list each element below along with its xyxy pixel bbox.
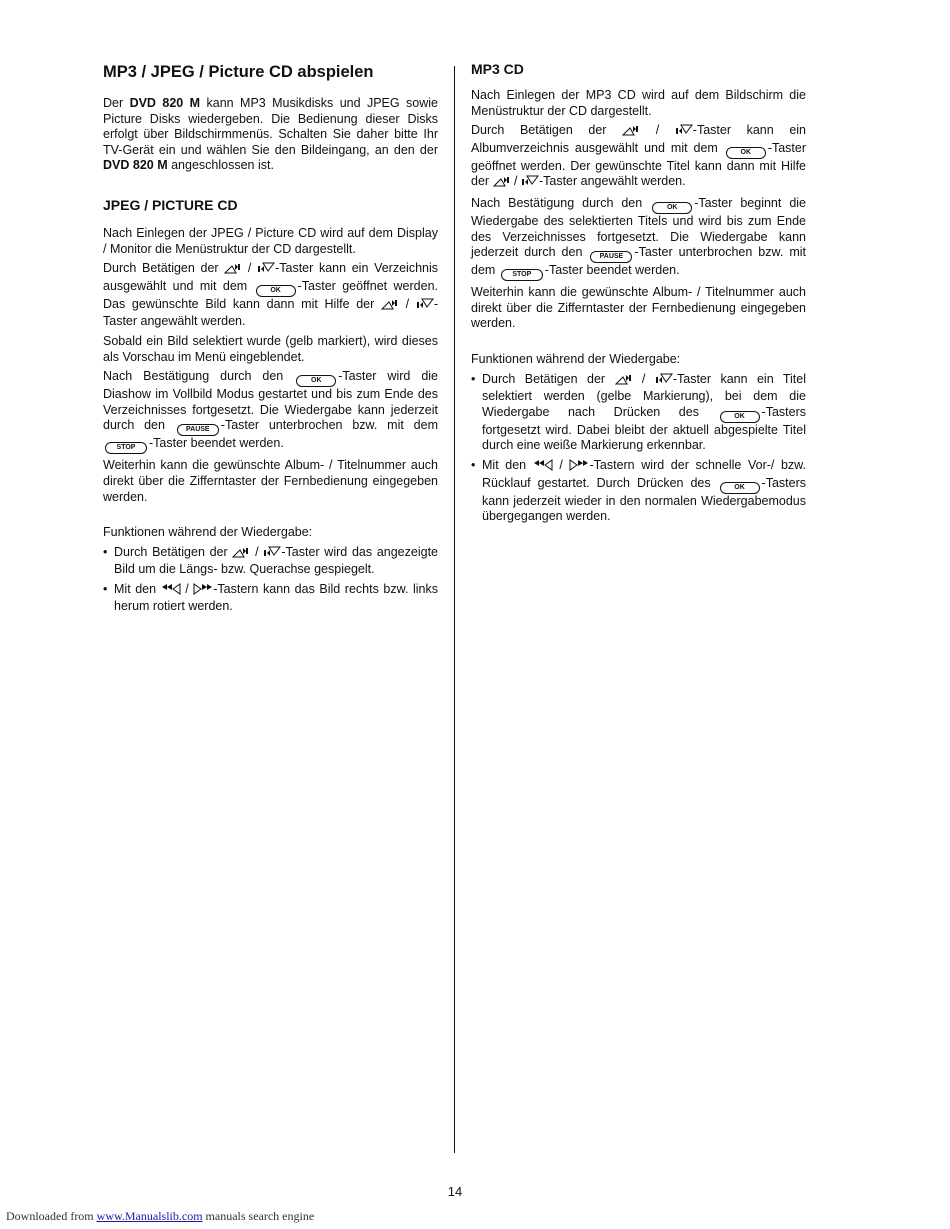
functions-label: Funktionen während der Wiedergabe: <box>103 525 313 540</box>
skip-up-icon <box>493 175 511 192</box>
functions-list <box>103 545 438 615</box>
functions-list <box>471 372 806 525</box>
ok-button-icon: OK <box>720 411 760 423</box>
model-name: DVD 820 M <box>129 96 201 110</box>
skip-down-icon <box>263 546 281 563</box>
skip-up-icon <box>381 298 399 315</box>
list-item: • Durch Betätigen der / -Taster wird das angezeigte Bild um die Längs- bzw. Querachse gespiegelt. <box>103 545 438 578</box>
paragraph: Nach Bestätigung durch den OK -Taster beginnt die Wiedergabe des selektierten Titels und wird bis zum Ende des Verzeichnisses fortgesetzt. Die Wiedergabe kann jederzeit durch den PAUSE -Taster unterbrochen bzw. mit dem STOP -Taster beendet werden. <box>471 196 806 281</box>
download-footer: Downloaded from www.Manualslib.com manuals search engine <box>6 1209 315 1223</box>
stop-button-icon: STOP <box>501 269 543 281</box>
skip-down-icon <box>521 175 539 192</box>
section-heading-mp3: MP3 CD <box>471 61 524 77</box>
list-item: • Durch Betätigen der / -Taster kann ein Titel selektiert werden (gelbe Markierung), bei dem die Wiedergabe nach Drücken des OK -Tasters fortgesetzt wird. Dabei bleibt der aktuell abgespielte Titel durch eine weiße Markierung erkennbar. <box>471 372 806 454</box>
skip-up-icon <box>615 373 633 390</box>
list-item: • Mit den / -Tastern wird der schnelle Vor-/ bzw. Rücklauf gestartet. Durch Drücken des OK -Tasters kann jederzeit wieder in den normalen Wiedergabemodus übergegangen werden. <box>471 458 806 525</box>
right-column <box>471 60 806 529</box>
functions-label: Funktionen während der Wiedergabe: <box>471 351 681 366</box>
manualslib-link[interactable]: www.Manualslib.com <box>96 1209 203 1223</box>
ok-button-icon: OK <box>652 202 692 214</box>
skip-up-icon <box>232 546 250 563</box>
paragraph: Weiterhin kann die gewünschte Album- / Titelnummer auch direkt über die Zifferntaster der Fernbedienung eingegeben werden. <box>471 285 806 331</box>
pause-button-icon: PAUSE <box>590 251 632 263</box>
skip-up-icon <box>224 262 242 279</box>
page-title: MP3 / JPEG / Picture CD abspielen <box>103 63 374 81</box>
intro-paragraph: Der DVD 820 M kann MP3 Musikdisks und JPEG sowie Picture Disks wiedergeben. Die Bedienung dieser Disks erfolgt über Bildschirmmenüs. Schalten Sie daher bitte Ihr TV-Gerät ein und wählen Sie den Bildeingang, an den der DVD 820 M angeschlossen ist. <box>103 96 438 173</box>
paragraph: Sobald ein Bild selektiert wurde (gelb markiert), wird dieses als Vorschau im Menü eingeblendet. <box>103 333 438 364</box>
pause-button-icon: PAUSE <box>177 424 219 436</box>
paragraph: Weiterhin kann die gewünschte Album- / Titelnummer auch direkt über die Zifferntaster der Fernbedienung eingegeben werden. <box>103 458 438 504</box>
model-name: DVD 820 M <box>103 158 168 173</box>
column-divider <box>454 66 455 1153</box>
skip-down-icon <box>675 124 693 141</box>
ok-button-icon: OK <box>720 482 760 494</box>
skip-down-icon <box>655 373 673 390</box>
paragraph: Nach Einlegen der MP3 CD wird auf dem Bildschirm die Menüstruktur der CD dargestellt. <box>471 88 806 118</box>
ok-button-icon: OK <box>726 147 766 159</box>
stop-button-icon: STOP <box>105 442 147 454</box>
paragraph: Durch Betätigen der / -Taster kann ein Albumverzeichnis ausgewählt und mit dem OK -Taster geöffnet werden. Der gewünschte Titel kann dann mit Hilfe der / -Taster angewählt werden. <box>471 123 806 192</box>
ok-button-icon: OK <box>296 375 336 387</box>
paragraph: Nach Bestätigung durch den OK -Taster wird die Diashow im Vollbild Modus gestartet und bis zum Ende des Verzeichnisses fortgesetzt. Die Wiedergabe kann jederzeit durch den PAUSE -Taster unterbrochen bzw. mit dem STOP -Taster beendet werden. <box>103 369 438 454</box>
skip-down-icon <box>257 262 275 279</box>
page-number: 14 <box>447 1184 463 1199</box>
fast-forward-icon <box>193 583 213 600</box>
skip-down-icon <box>416 298 434 315</box>
rewind-icon <box>533 459 553 476</box>
rewind-icon <box>161 583 181 600</box>
left-column <box>103 60 438 619</box>
fast-forward-icon <box>569 459 589 476</box>
skip-up-icon <box>622 124 640 141</box>
paragraph: Nach Einlegen der JPEG / Picture CD wird auf dem Display / Monitor die Menüstruktur der CD dargestellt. <box>103 225 438 256</box>
list-item: • Mit den / -Tastern kann das Bild rechts bzw. links herum rotiert werden. <box>103 582 438 615</box>
ok-button-icon: OK <box>256 285 296 297</box>
section-heading-jpeg: JPEG / PICTURE CD <box>103 196 238 213</box>
paragraph: Durch Betätigen der / -Taster kann ein Verzeichnis ausgewählt und mit dem OK -Taster geöffnet werden. Das gewünschte Bild kann dann mit Hilfe der / -Taster angewählt werden. <box>103 261 438 329</box>
